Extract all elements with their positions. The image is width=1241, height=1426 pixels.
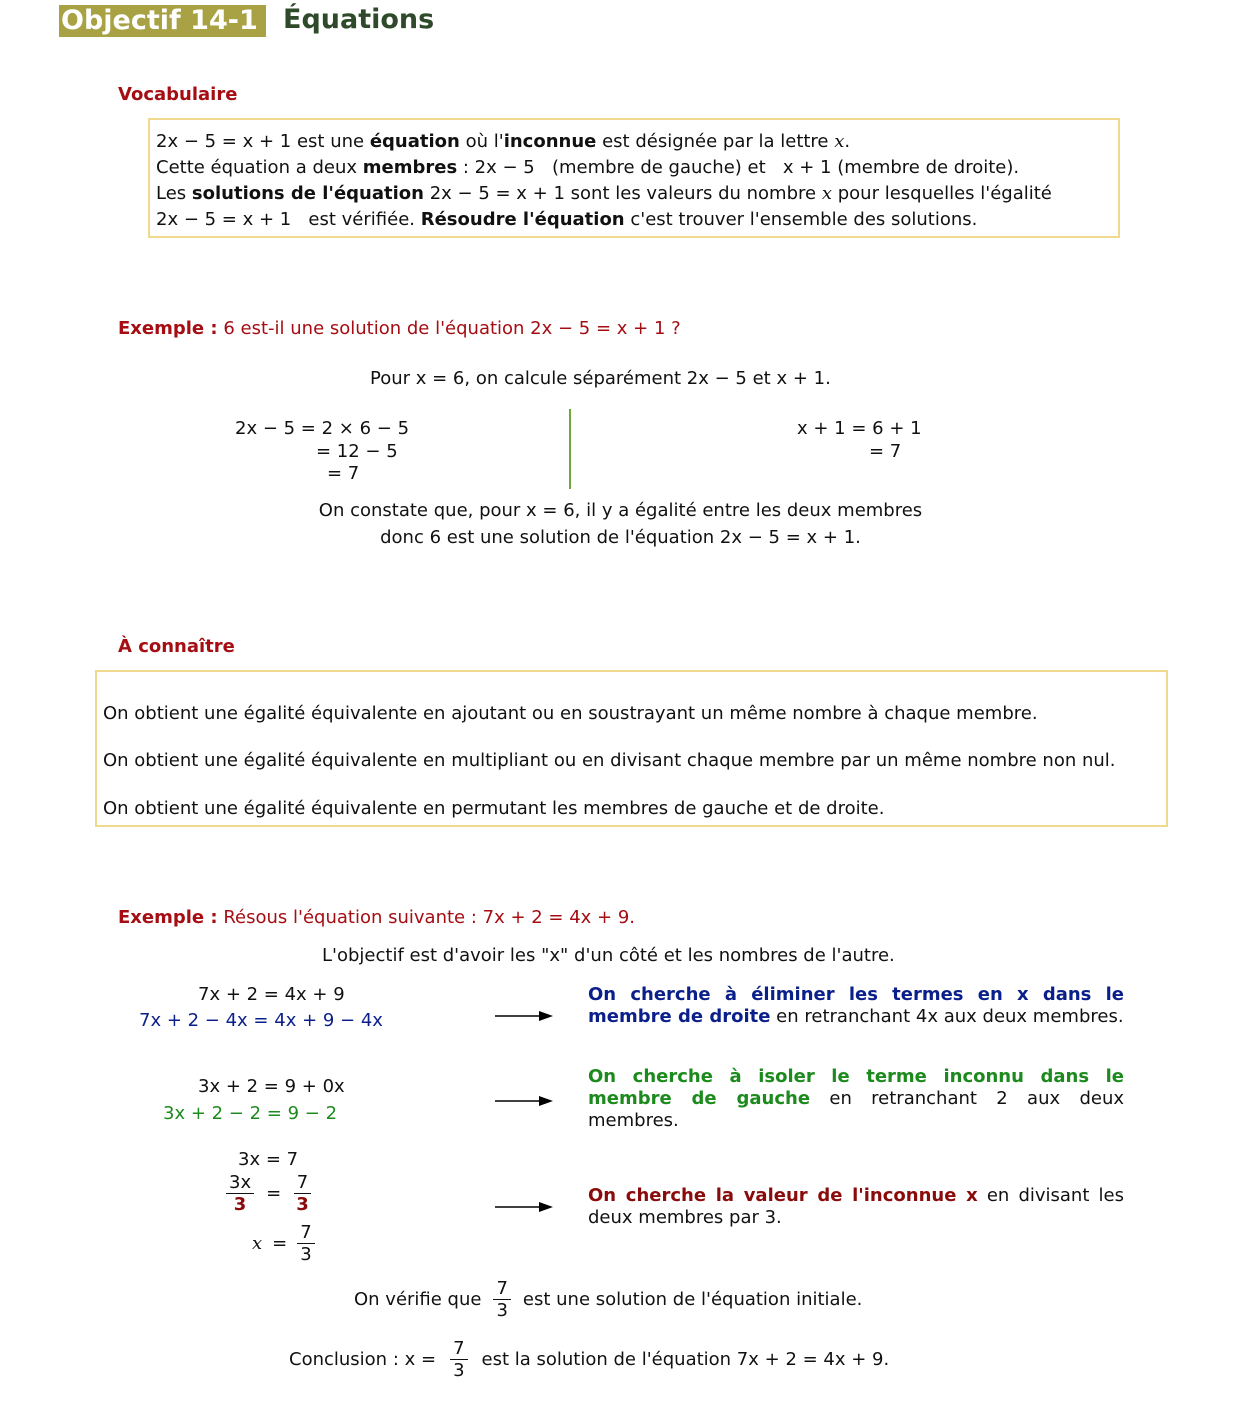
fraction-denominator: 3 <box>233 1194 247 1215</box>
step2-arrow-icon <box>495 1094 555 1108</box>
example1-label: Exemple : <box>118 318 218 339</box>
fraction-numerator: 7 <box>294 1172 311 1194</box>
fraction-numerator: 7 <box>493 1278 510 1300</box>
example1-question: 6 est-il une solution de l'équation 2x − 5 = x + 1 ? <box>223 318 681 339</box>
vocab-text: est vérifiée. <box>308 209 415 230</box>
example1-right-line-1: x + 1 = 6 + 1 <box>797 418 922 439</box>
vocab-var: x <box>821 183 832 204</box>
verification-line <box>354 1278 862 1321</box>
step3-line-1: 3x = 7 <box>238 1149 299 1170</box>
vocab-text: x + 1 (membre de droite). <box>782 157 1020 178</box>
conclusion-text: est la solution de l'équation 7x + 2 = 4x + 9. <box>481 1349 890 1370</box>
step1-arrow-icon <box>495 1009 555 1023</box>
vocab-term-membres: membres <box>362 157 458 178</box>
vocab-line-3 <box>156 181 1052 207</box>
vocab-var: x <box>834 131 845 152</box>
example2-heading <box>118 907 635 928</box>
verification-text: est une solution de l'équation initiale. <box>522 1289 863 1310</box>
step2-line-2: 3x + 2 − 2 = 9 − 2 <box>163 1103 338 1124</box>
rule-3: On obtient une égalité équivalente en permutant les membres de gauche et de droite. <box>103 798 885 819</box>
step3-result-line <box>252 1222 315 1265</box>
step3-explanation-bold: On cherche la valeur de l'inconnue x <box>588 1185 978 1206</box>
vocab-text: est désignée par la lettre <box>602 131 829 152</box>
vocab-eq: 2x − 5 = x + 1 <box>156 131 292 152</box>
conclusion-fraction <box>450 1338 467 1381</box>
page-title: Équations <box>283 4 435 35</box>
conclusion-line <box>289 1338 889 1381</box>
step1-explanation-bold: On cherche à éliminer les termes en x dans le membre de droite <box>588 984 1124 1027</box>
vocab-term-inconnue: inconnue <box>503 131 597 152</box>
example1-left-line-1: 2x − 5 = 2 × 6 − 5 <box>235 418 410 439</box>
fraction-denominator: 3 <box>296 1194 309 1215</box>
rule-2: On obtient une égalité équivalente en multipliant ou en divisant chaque membre par un même nombre non nul. <box>103 750 1116 771</box>
verification-fraction <box>493 1278 510 1321</box>
example2-label: Exemple : <box>118 907 218 928</box>
step3-fraction-left <box>226 1172 254 1215</box>
fraction-numerator: 7 <box>297 1222 314 1244</box>
step2-explanation-rest: en retranchant 2 aux deux membres. <box>588 1088 1124 1131</box>
step1-explanation-rest: en retranchant 4x aux deux membres. <box>776 1006 1124 1027</box>
vocab-line-2 <box>156 155 1052 181</box>
step3-fraction-line <box>226 1172 312 1215</box>
vocab-text: pour lesquelles l'égalité <box>837 183 1052 204</box>
step1-line-2: 7x + 2 − 4x = 4x + 9 − 4x <box>139 1010 383 1031</box>
verification-text: On vérifie que <box>354 1289 482 1310</box>
step1-line-1: 7x + 2 = 4x + 9 <box>198 984 345 1005</box>
fraction-denominator: 3 <box>453 1360 465 1381</box>
step1-explanation <box>588 984 1124 1028</box>
vocab-text: : 2x − 5 <box>462 157 535 178</box>
step3-explanation <box>588 1185 1124 1229</box>
equals-sign: = <box>272 1233 288 1254</box>
conclusion-text: Conclusion : x = <box>289 1349 437 1370</box>
step3-explanation-rest: en divisant les deux membres par 3. <box>588 1185 1124 1228</box>
example1-heading <box>118 318 681 339</box>
objective-badge: Objectif 14-1 <box>59 5 266 37</box>
step2-explanation <box>588 1066 1124 1132</box>
vocab-text: . <box>844 131 851 152</box>
fraction-denominator: 3 <box>300 1244 312 1265</box>
step3-fraction-right <box>293 1172 312 1215</box>
example1-intro: Pour x = 6, on calcule séparément 2x − 5 et x + 1. <box>370 368 831 389</box>
vocab-line-4 <box>156 207 1052 233</box>
fraction-numerator: 7 <box>450 1338 467 1360</box>
step3-arrow-icon <box>495 1200 555 1214</box>
separator-line <box>569 409 571 489</box>
fraction-numerator: 3x <box>226 1172 254 1194</box>
vocab-text: c'est trouver l'ensemble des solutions. <box>630 209 978 230</box>
vocab-text: 2x − 5 = x + 1 sont les valeurs du nombre <box>429 183 817 204</box>
result-variable: x <box>252 1233 263 1254</box>
step2-explanation-bold: On cherche à isoler le terme inconnu dans le membre de gauche <box>588 1066 1124 1109</box>
step2-line-1: 3x + 2 = 9 + 0x <box>198 1076 345 1097</box>
vocab-eq: 2x − 5 = x + 1 <box>156 209 292 230</box>
example1-conclusion-2: donc 6 est une solution de l'équation 2x − 5 = x + 1. <box>380 527 861 548</box>
vocab-term-solutions: solutions de l'équation <box>191 183 424 204</box>
rule-1: On obtient une égalité équivalente en ajoutant ou en soustrayant un même nombre à chaque membre. <box>103 703 1038 724</box>
example1-conclusion-1: On constate que, pour x = 6, il y a égalité entre les deux membres <box>318 500 923 521</box>
connaitre-title: À connaître <box>118 636 235 657</box>
vocab-term-resoudre: Résoudre l'équation <box>420 209 625 230</box>
fraction-denominator: 3 <box>496 1300 508 1321</box>
vocab-line-1 <box>156 129 1052 155</box>
vocab-text: (membre de gauche) et <box>551 157 766 178</box>
vocab-term-equation: équation <box>369 131 460 152</box>
step3-result-fraction <box>297 1222 314 1265</box>
example1-right-line-2: = 7 <box>869 441 902 462</box>
example1-left-line-3: = 7 <box>327 463 360 484</box>
vocab-text: Cette équation a deux <box>156 157 358 178</box>
vocab-text: est une <box>296 131 365 152</box>
vocabulary-text <box>156 129 1052 233</box>
vocabulary-title: Vocabulaire <box>118 84 238 105</box>
vocab-text: où l' <box>465 131 504 152</box>
equals-sign: = <box>266 1183 282 1204</box>
example2-question: Résous l'équation suivante : 7x + 2 = 4x + 9. <box>223 907 636 928</box>
example2-intro: L'objectif est d'avoir les "x" d'un côté et les nombres de l'autre. <box>322 945 895 966</box>
vocab-text: Les <box>156 183 187 204</box>
example1-left-line-2: = 12 − 5 <box>316 441 398 462</box>
